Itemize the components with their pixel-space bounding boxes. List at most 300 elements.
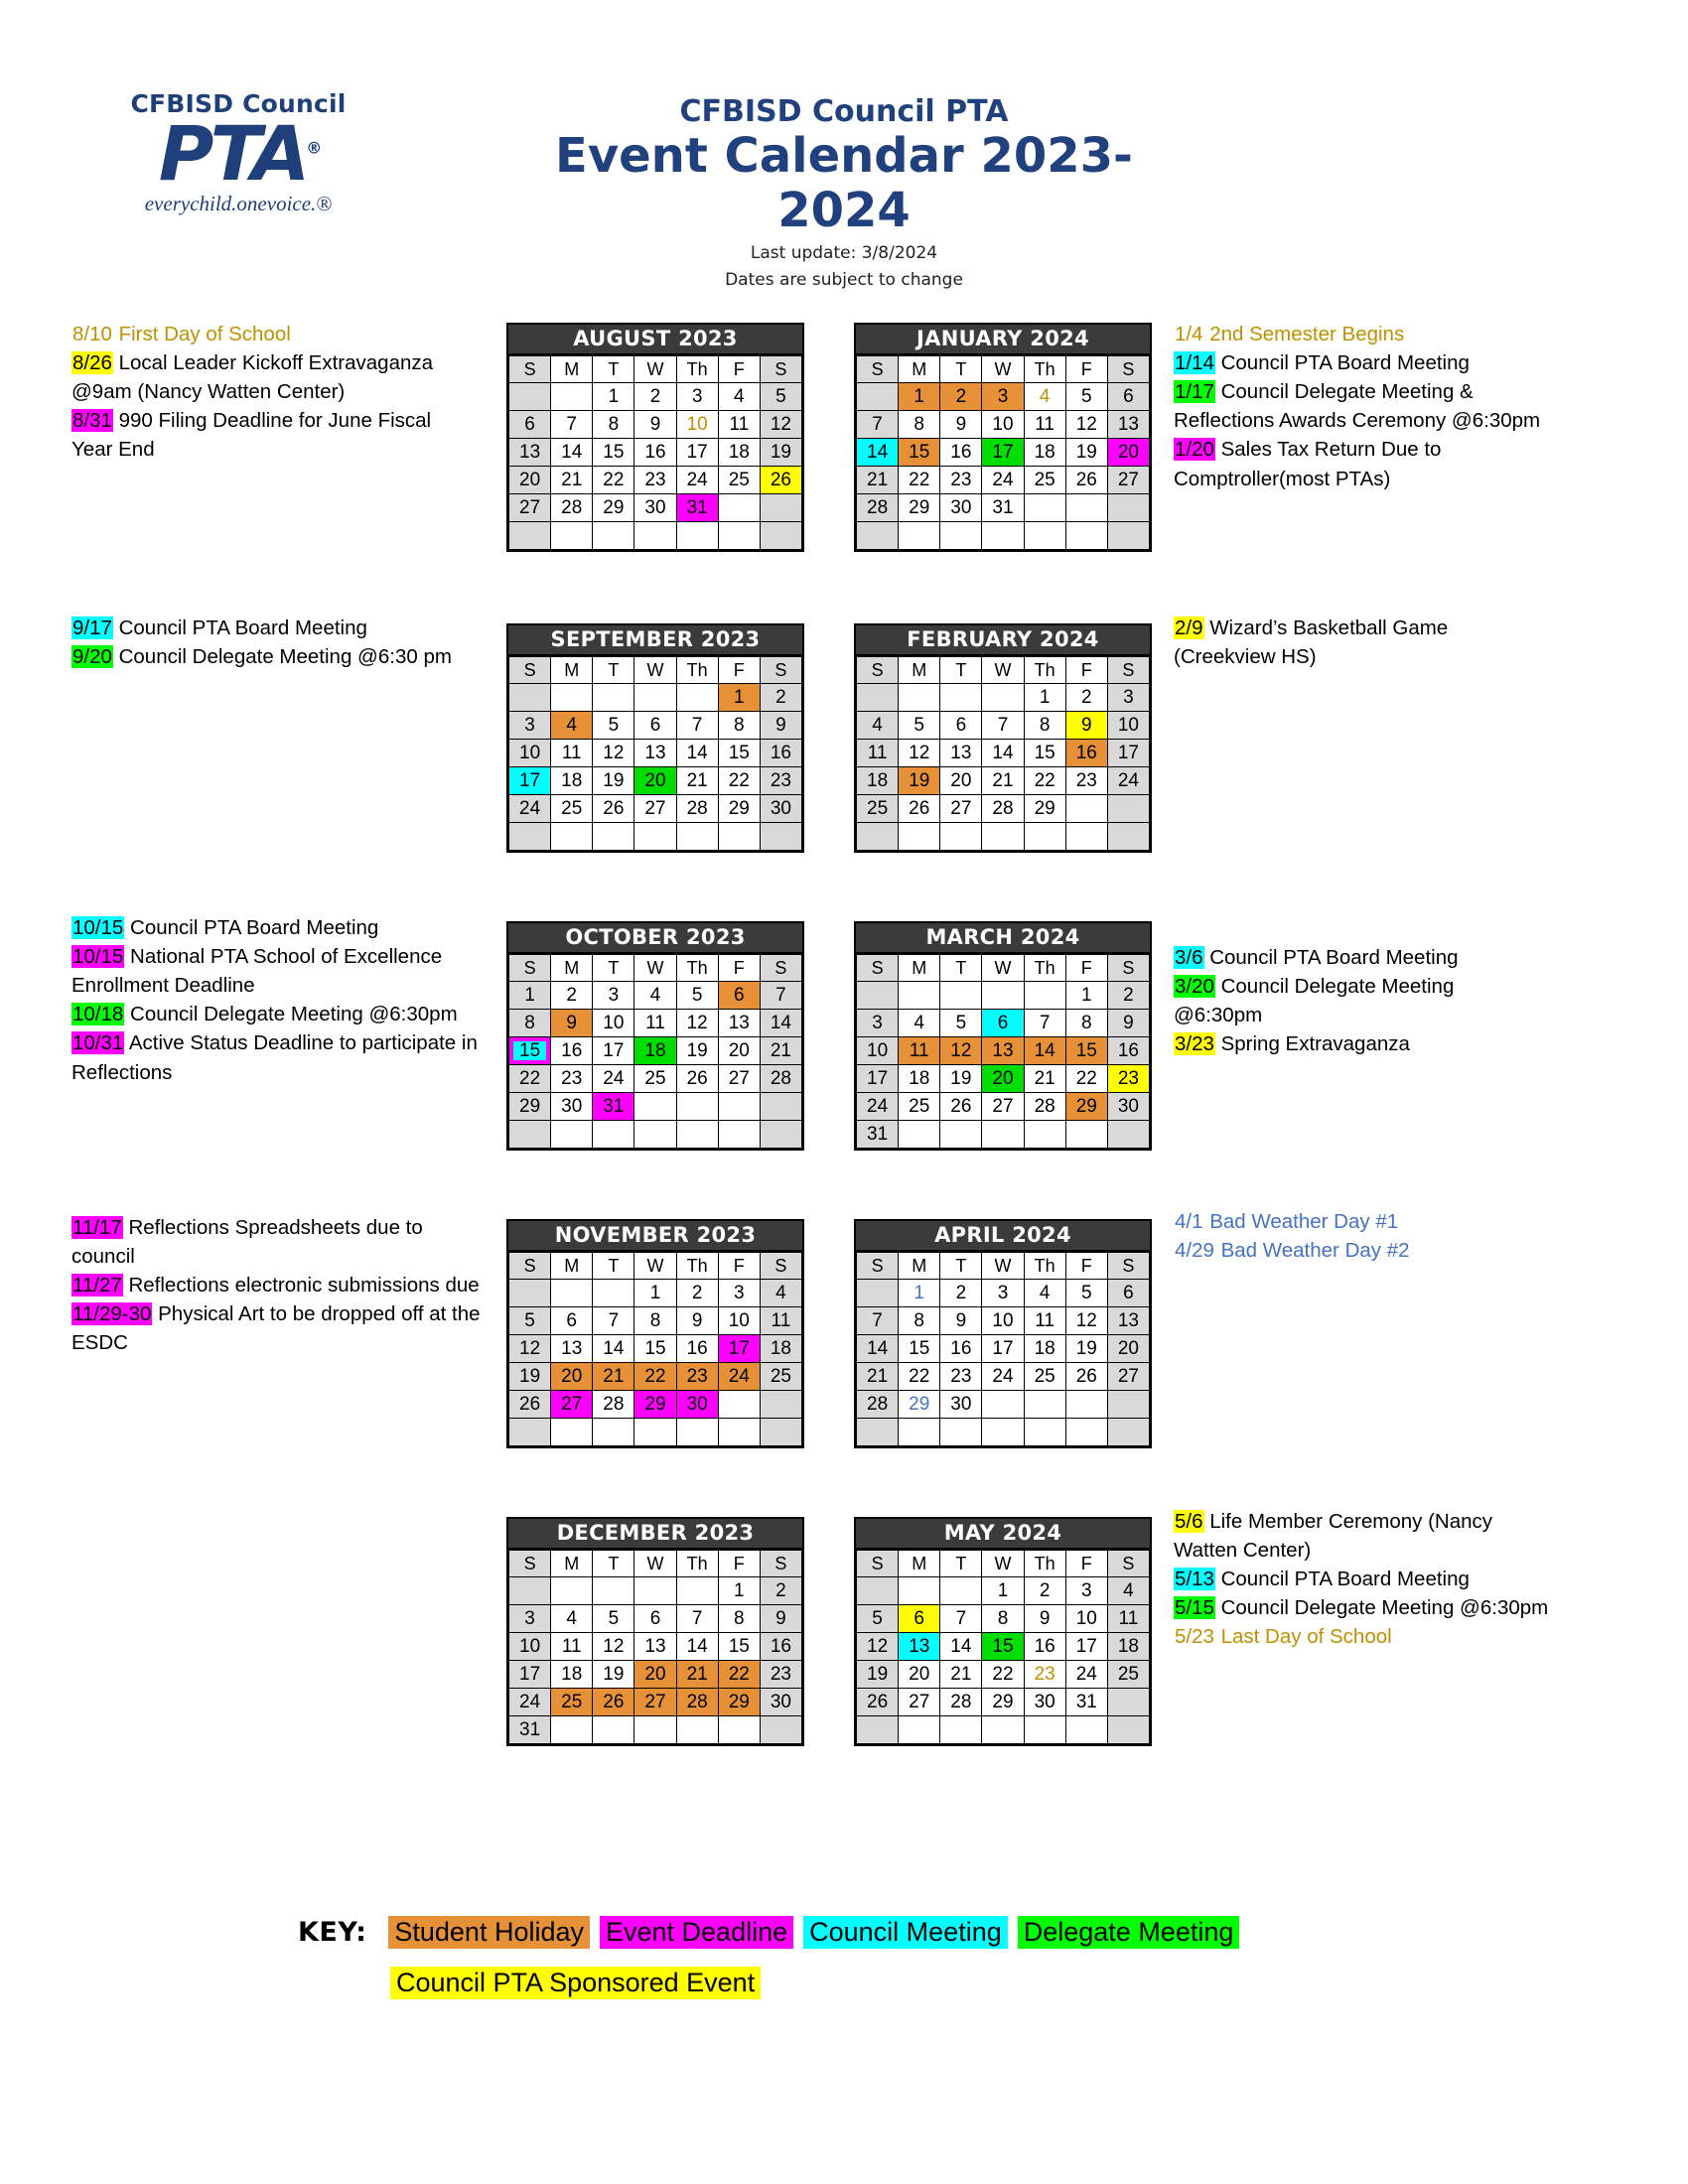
day-cell-1[interactable]: 1 bbox=[899, 383, 940, 411]
day-cell-27[interactable]: 27 bbox=[982, 1093, 1024, 1121]
day-cell-30[interactable]: 30 bbox=[940, 494, 982, 522]
day-cell-15[interactable]: 15 bbox=[899, 1335, 940, 1363]
day-cell-26[interactable]: 26 bbox=[676, 1065, 718, 1093]
day-cell-28[interactable]: 28 bbox=[551, 494, 593, 522]
day-cell-5[interactable]: 5 bbox=[676, 982, 718, 1010]
day-cell-14[interactable]: 14 bbox=[857, 1335, 899, 1363]
day-cell-26[interactable]: 26 bbox=[760, 467, 801, 494]
day-cell-30[interactable]: 30 bbox=[551, 1093, 593, 1121]
day-cell-13[interactable]: 13 bbox=[1107, 1307, 1149, 1335]
day-cell-26[interactable]: 26 bbox=[593, 795, 634, 823]
day-cell-10[interactable]: 10 bbox=[857, 1037, 899, 1065]
day-cell-28[interactable]: 28 bbox=[857, 1391, 899, 1419]
day-cell-7[interactable]: 7 bbox=[982, 712, 1024, 740]
day-cell-13[interactable]: 13 bbox=[634, 740, 676, 767]
day-cell-10[interactable]: 10 bbox=[676, 411, 718, 439]
day-cell-29[interactable]: 29 bbox=[982, 1689, 1024, 1716]
day-cell-16[interactable]: 16 bbox=[940, 439, 982, 467]
day-cell-21[interactable]: 21 bbox=[982, 767, 1024, 795]
day-cell-22[interactable]: 22 bbox=[899, 1363, 940, 1391]
day-cell-23[interactable]: 23 bbox=[1107, 1065, 1149, 1093]
day-cell-8[interactable]: 8 bbox=[718, 1605, 760, 1633]
day-cell-12[interactable]: 12 bbox=[940, 1037, 982, 1065]
day-cell-8[interactable]: 8 bbox=[1024, 712, 1065, 740]
day-cell-1[interactable]: 1 bbox=[718, 684, 760, 712]
day-cell-22[interactable]: 22 bbox=[982, 1661, 1024, 1689]
day-cell-30[interactable]: 30 bbox=[760, 1689, 801, 1716]
day-cell-17[interactable]: 17 bbox=[982, 1335, 1024, 1363]
day-cell-20[interactable]: 20 bbox=[940, 767, 982, 795]
day-cell-3[interactable]: 3 bbox=[1107, 684, 1149, 712]
day-cell-5[interactable]: 5 bbox=[593, 712, 634, 740]
day-cell-15[interactable]: 15 bbox=[634, 1335, 676, 1363]
day-cell-3[interactable]: 3 bbox=[1065, 1577, 1107, 1605]
day-cell-29[interactable]: 29 bbox=[899, 494, 940, 522]
day-cell-14[interactable]: 14 bbox=[760, 1010, 801, 1037]
day-cell-1[interactable]: 1 bbox=[634, 1280, 676, 1307]
day-cell-17[interactable]: 17 bbox=[982, 439, 1024, 467]
day-cell-13[interactable]: 13 bbox=[940, 740, 982, 767]
day-cell-31[interactable]: 31 bbox=[509, 1716, 551, 1744]
day-cell-22[interactable]: 22 bbox=[593, 467, 634, 494]
day-cell-31[interactable]: 31 bbox=[857, 1121, 899, 1149]
day-cell-11[interactable]: 11 bbox=[718, 411, 760, 439]
day-cell-10[interactable]: 10 bbox=[718, 1307, 760, 1335]
day-cell-28[interactable]: 28 bbox=[676, 795, 718, 823]
day-cell-29[interactable]: 29 bbox=[634, 1391, 676, 1419]
day-cell-4[interactable]: 4 bbox=[1024, 383, 1065, 411]
day-cell-19[interactable]: 19 bbox=[899, 767, 940, 795]
day-cell-25[interactable]: 25 bbox=[634, 1065, 676, 1093]
day-cell-3[interactable]: 3 bbox=[982, 383, 1024, 411]
day-cell-13[interactable]: 13 bbox=[982, 1037, 1024, 1065]
day-cell-14[interactable]: 14 bbox=[857, 439, 899, 467]
day-cell-19[interactable]: 19 bbox=[1065, 439, 1107, 467]
day-cell-4[interactable]: 4 bbox=[718, 383, 760, 411]
day-cell-6[interactable]: 6 bbox=[982, 1010, 1024, 1037]
day-cell-6[interactable]: 6 bbox=[634, 1605, 676, 1633]
day-cell-24[interactable]: 24 bbox=[718, 1363, 760, 1391]
day-cell-29[interactable]: 29 bbox=[718, 1689, 760, 1716]
day-cell-21[interactable]: 21 bbox=[1024, 1065, 1065, 1093]
day-cell-11[interactable]: 11 bbox=[551, 740, 593, 767]
day-cell-19[interactable]: 19 bbox=[676, 1037, 718, 1065]
day-cell-17[interactable]: 17 bbox=[857, 1065, 899, 1093]
day-cell-25[interactable]: 25 bbox=[857, 795, 899, 823]
day-cell-12[interactable]: 12 bbox=[1065, 1307, 1107, 1335]
day-cell-1[interactable]: 1 bbox=[509, 982, 551, 1010]
day-cell-16[interactable]: 16 bbox=[1024, 1633, 1065, 1661]
day-cell-31[interactable]: 31 bbox=[593, 1093, 634, 1121]
day-cell-2[interactable]: 2 bbox=[940, 1280, 982, 1307]
day-cell-18[interactable]: 18 bbox=[1024, 439, 1065, 467]
day-cell-6[interactable]: 6 bbox=[718, 982, 760, 1010]
day-cell-11[interactable]: 11 bbox=[857, 740, 899, 767]
day-cell-8[interactable]: 8 bbox=[1065, 1010, 1107, 1037]
day-cell-6[interactable]: 6 bbox=[634, 712, 676, 740]
day-cell-30[interactable]: 30 bbox=[940, 1391, 982, 1419]
day-cell-7[interactable]: 7 bbox=[593, 1307, 634, 1335]
day-cell-13[interactable]: 13 bbox=[509, 439, 551, 467]
day-cell-11[interactable]: 11 bbox=[634, 1010, 676, 1037]
day-cell-15[interactable]: 15 bbox=[899, 439, 940, 467]
day-cell-24[interactable]: 24 bbox=[676, 467, 718, 494]
day-cell-27[interactable]: 27 bbox=[634, 795, 676, 823]
day-cell-18[interactable]: 18 bbox=[634, 1037, 676, 1065]
day-cell-14[interactable]: 14 bbox=[940, 1633, 982, 1661]
day-cell-27[interactable]: 27 bbox=[718, 1065, 760, 1093]
day-cell-20[interactable]: 20 bbox=[899, 1661, 940, 1689]
day-cell-19[interactable]: 19 bbox=[593, 767, 634, 795]
day-cell-21[interactable]: 21 bbox=[676, 1661, 718, 1689]
day-cell-9[interactable]: 9 bbox=[940, 1307, 982, 1335]
day-cell-20[interactable]: 20 bbox=[982, 1065, 1024, 1093]
day-cell-10[interactable]: 10 bbox=[509, 740, 551, 767]
day-cell-3[interactable]: 3 bbox=[509, 712, 551, 740]
day-cell-16[interactable]: 16 bbox=[760, 740, 801, 767]
day-cell-8[interactable]: 8 bbox=[509, 1010, 551, 1037]
day-cell-8[interactable]: 8 bbox=[593, 411, 634, 439]
day-cell-11[interactable]: 11 bbox=[899, 1037, 940, 1065]
day-cell-8[interactable]: 8 bbox=[634, 1307, 676, 1335]
day-cell-25[interactable]: 25 bbox=[1107, 1661, 1149, 1689]
day-cell-20[interactable]: 20 bbox=[634, 767, 676, 795]
day-cell-2[interactable]: 2 bbox=[760, 684, 801, 712]
day-cell-4[interactable]: 4 bbox=[551, 1605, 593, 1633]
day-cell-24[interactable]: 24 bbox=[593, 1065, 634, 1093]
day-cell-2[interactable]: 2 bbox=[676, 1280, 718, 1307]
day-cell-27[interactable]: 27 bbox=[940, 795, 982, 823]
day-cell-5[interactable]: 5 bbox=[940, 1010, 982, 1037]
day-cell-3[interactable]: 3 bbox=[718, 1280, 760, 1307]
day-cell-4[interactable]: 4 bbox=[760, 1280, 801, 1307]
day-cell-24[interactable]: 24 bbox=[982, 467, 1024, 494]
day-cell-12[interactable]: 12 bbox=[593, 1633, 634, 1661]
day-cell-27[interactable]: 27 bbox=[899, 1689, 940, 1716]
day-cell-8[interactable]: 8 bbox=[982, 1605, 1024, 1633]
day-cell-26[interactable]: 26 bbox=[857, 1689, 899, 1716]
day-cell-7[interactable]: 7 bbox=[676, 712, 718, 740]
day-cell-18[interactable]: 18 bbox=[857, 767, 899, 795]
day-cell-27[interactable]: 27 bbox=[1107, 1363, 1149, 1391]
day-cell-28[interactable]: 28 bbox=[676, 1689, 718, 1716]
day-cell-16[interactable]: 16 bbox=[676, 1335, 718, 1363]
day-cell-18[interactable]: 18 bbox=[551, 1661, 593, 1689]
day-cell-5[interactable]: 5 bbox=[857, 1605, 899, 1633]
day-cell-26[interactable]: 26 bbox=[940, 1093, 982, 1121]
day-cell-26[interactable]: 26 bbox=[509, 1391, 551, 1419]
day-cell-13[interactable]: 13 bbox=[899, 1633, 940, 1661]
day-cell-3[interactable]: 3 bbox=[676, 383, 718, 411]
day-cell-27[interactable]: 27 bbox=[509, 494, 551, 522]
day-cell-16[interactable]: 16 bbox=[1065, 740, 1107, 767]
day-cell-22[interactable]: 22 bbox=[718, 767, 760, 795]
day-cell-14[interactable]: 14 bbox=[676, 740, 718, 767]
day-cell-7[interactable]: 7 bbox=[551, 411, 593, 439]
day-cell-16[interactable]: 16 bbox=[760, 1633, 801, 1661]
day-cell-28[interactable]: 28 bbox=[760, 1065, 801, 1093]
day-cell-21[interactable]: 21 bbox=[551, 467, 593, 494]
day-cell-18[interactable]: 18 bbox=[1024, 1335, 1065, 1363]
day-cell-31[interactable]: 31 bbox=[982, 494, 1024, 522]
day-cell-3[interactable]: 3 bbox=[593, 982, 634, 1010]
day-cell-4[interactable]: 4 bbox=[1024, 1280, 1065, 1307]
day-cell-15[interactable]: 15 bbox=[593, 439, 634, 467]
day-cell-20[interactable]: 20 bbox=[1107, 1335, 1149, 1363]
day-cell-23[interactable]: 23 bbox=[634, 467, 676, 494]
day-cell-10[interactable]: 10 bbox=[982, 411, 1024, 439]
day-cell-23[interactable]: 23 bbox=[940, 1363, 982, 1391]
day-cell-29[interactable]: 29 bbox=[1065, 1093, 1107, 1121]
day-cell-28[interactable]: 28 bbox=[1024, 1093, 1065, 1121]
day-cell-25[interactable]: 25 bbox=[718, 467, 760, 494]
day-cell-6[interactable]: 6 bbox=[1107, 1280, 1149, 1307]
day-cell-12[interactable]: 12 bbox=[760, 411, 801, 439]
day-cell-9[interactable]: 9 bbox=[634, 411, 676, 439]
day-cell-27[interactable]: 27 bbox=[1107, 467, 1149, 494]
day-cell-12[interactable]: 12 bbox=[857, 1633, 899, 1661]
day-cell-7[interactable]: 7 bbox=[676, 1605, 718, 1633]
day-cell-11[interactable]: 11 bbox=[1024, 411, 1065, 439]
day-cell-10[interactable]: 10 bbox=[1107, 712, 1149, 740]
day-cell-5[interactable]: 5 bbox=[593, 1605, 634, 1633]
day-cell-29[interactable]: 29 bbox=[1024, 795, 1065, 823]
day-cell-27[interactable]: 27 bbox=[634, 1689, 676, 1716]
day-cell-5[interactable]: 5 bbox=[1065, 1280, 1107, 1307]
day-cell-21[interactable]: 21 bbox=[676, 767, 718, 795]
day-cell-15[interactable]: 15 bbox=[509, 1037, 551, 1065]
day-cell-15[interactable]: 15 bbox=[718, 740, 760, 767]
day-cell-15[interactable]: 15 bbox=[1024, 740, 1065, 767]
day-cell-18[interactable]: 18 bbox=[1107, 1633, 1149, 1661]
day-cell-4[interactable]: 4 bbox=[551, 712, 593, 740]
day-cell-2[interactable]: 2 bbox=[1065, 684, 1107, 712]
day-cell-18[interactable]: 18 bbox=[760, 1335, 801, 1363]
day-cell-24[interactable]: 24 bbox=[857, 1093, 899, 1121]
day-cell-16[interactable]: 16 bbox=[551, 1037, 593, 1065]
day-cell-25[interactable]: 25 bbox=[551, 1689, 593, 1716]
day-cell-30[interactable]: 30 bbox=[760, 795, 801, 823]
day-cell-20[interactable]: 20 bbox=[1107, 439, 1149, 467]
day-cell-30[interactable]: 30 bbox=[676, 1391, 718, 1419]
day-cell-7[interactable]: 7 bbox=[1024, 1010, 1065, 1037]
day-cell-20[interactable]: 20 bbox=[551, 1363, 593, 1391]
day-cell-7[interactable]: 7 bbox=[760, 982, 801, 1010]
day-cell-21[interactable]: 21 bbox=[760, 1037, 801, 1065]
day-cell-13[interactable]: 13 bbox=[551, 1335, 593, 1363]
day-cell-9[interactable]: 9 bbox=[760, 1605, 801, 1633]
day-cell-9[interactable]: 9 bbox=[1024, 1605, 1065, 1633]
day-cell-14[interactable]: 14 bbox=[551, 439, 593, 467]
day-cell-27[interactable]: 27 bbox=[551, 1391, 593, 1419]
day-cell-26[interactable]: 26 bbox=[593, 1689, 634, 1716]
day-cell-19[interactable]: 19 bbox=[509, 1363, 551, 1391]
day-cell-2[interactable]: 2 bbox=[551, 982, 593, 1010]
day-cell-22[interactable]: 22 bbox=[899, 467, 940, 494]
day-cell-30[interactable]: 30 bbox=[1024, 1689, 1065, 1716]
day-cell-9[interactable]: 9 bbox=[551, 1010, 593, 1037]
day-cell-28[interactable]: 28 bbox=[940, 1689, 982, 1716]
day-cell-6[interactable]: 6 bbox=[1107, 383, 1149, 411]
day-cell-24[interactable]: 24 bbox=[1065, 1661, 1107, 1689]
day-cell-9[interactable]: 9 bbox=[676, 1307, 718, 1335]
day-cell-17[interactable]: 17 bbox=[718, 1335, 760, 1363]
day-cell-9[interactable]: 9 bbox=[1107, 1010, 1149, 1037]
day-cell-9[interactable]: 9 bbox=[1065, 712, 1107, 740]
day-cell-16[interactable]: 16 bbox=[1107, 1037, 1149, 1065]
day-cell-1[interactable]: 1 bbox=[718, 1577, 760, 1605]
day-cell-8[interactable]: 8 bbox=[899, 411, 940, 439]
day-cell-12[interactable]: 12 bbox=[593, 740, 634, 767]
day-cell-25[interactable]: 25 bbox=[1024, 467, 1065, 494]
day-cell-3[interactable]: 3 bbox=[509, 1605, 551, 1633]
day-cell-23[interactable]: 23 bbox=[1024, 1661, 1065, 1689]
day-cell-30[interactable]: 30 bbox=[1107, 1093, 1149, 1121]
day-cell-4[interactable]: 4 bbox=[634, 982, 676, 1010]
day-cell-3[interactable]: 3 bbox=[857, 1010, 899, 1037]
day-cell-15[interactable]: 15 bbox=[1065, 1037, 1107, 1065]
day-cell-29[interactable]: 29 bbox=[899, 1391, 940, 1419]
day-cell-22[interactable]: 22 bbox=[634, 1363, 676, 1391]
day-cell-20[interactable]: 20 bbox=[634, 1661, 676, 1689]
day-cell-30[interactable]: 30 bbox=[634, 494, 676, 522]
day-cell-17[interactable]: 17 bbox=[593, 1037, 634, 1065]
day-cell-17[interactable]: 17 bbox=[1065, 1633, 1107, 1661]
day-cell-4[interactable]: 4 bbox=[857, 712, 899, 740]
day-cell-14[interactable]: 14 bbox=[676, 1633, 718, 1661]
day-cell-18[interactable]: 18 bbox=[899, 1065, 940, 1093]
day-cell-28[interactable]: 28 bbox=[982, 795, 1024, 823]
day-cell-11[interactable]: 11 bbox=[1107, 1605, 1149, 1633]
day-cell-22[interactable]: 22 bbox=[1024, 767, 1065, 795]
day-cell-20[interactable]: 20 bbox=[718, 1037, 760, 1065]
day-cell-15[interactable]: 15 bbox=[718, 1633, 760, 1661]
day-cell-25[interactable]: 25 bbox=[760, 1363, 801, 1391]
day-cell-28[interactable]: 28 bbox=[857, 494, 899, 522]
day-cell-26[interactable]: 26 bbox=[1065, 467, 1107, 494]
day-cell-16[interactable]: 16 bbox=[634, 439, 676, 467]
day-cell-29[interactable]: 29 bbox=[718, 795, 760, 823]
day-cell-17[interactable]: 17 bbox=[1107, 740, 1149, 767]
day-cell-6[interactable]: 6 bbox=[940, 712, 982, 740]
day-cell-5[interactable]: 5 bbox=[509, 1307, 551, 1335]
day-cell-13[interactable]: 13 bbox=[718, 1010, 760, 1037]
day-cell-3[interactable]: 3 bbox=[982, 1280, 1024, 1307]
day-cell-14[interactable]: 14 bbox=[982, 740, 1024, 767]
day-cell-2[interactable]: 2 bbox=[1107, 982, 1149, 1010]
day-cell-1[interactable]: 1 bbox=[1065, 982, 1107, 1010]
day-cell-18[interactable]: 18 bbox=[718, 439, 760, 467]
day-cell-1[interactable]: 1 bbox=[982, 1577, 1024, 1605]
day-cell-28[interactable]: 28 bbox=[593, 1391, 634, 1419]
day-cell-4[interactable]: 4 bbox=[899, 1010, 940, 1037]
day-cell-19[interactable]: 19 bbox=[857, 1661, 899, 1689]
day-cell-5[interactable]: 5 bbox=[760, 383, 801, 411]
day-cell-19[interactable]: 19 bbox=[760, 439, 801, 467]
day-cell-7[interactable]: 7 bbox=[940, 1605, 982, 1633]
day-cell-26[interactable]: 26 bbox=[899, 795, 940, 823]
day-cell-21[interactable]: 21 bbox=[593, 1363, 634, 1391]
day-cell-23[interactable]: 23 bbox=[760, 767, 801, 795]
day-cell-5[interactable]: 5 bbox=[1065, 383, 1107, 411]
day-cell-1[interactable]: 1 bbox=[1024, 684, 1065, 712]
day-cell-2[interactable]: 2 bbox=[1024, 1577, 1065, 1605]
day-cell-22[interactable]: 22 bbox=[1065, 1065, 1107, 1093]
day-cell-23[interactable]: 23 bbox=[676, 1363, 718, 1391]
day-cell-22[interactable]: 22 bbox=[509, 1065, 551, 1093]
day-cell-2[interactable]: 2 bbox=[940, 383, 982, 411]
day-cell-7[interactable]: 7 bbox=[857, 411, 899, 439]
day-cell-6[interactable]: 6 bbox=[509, 411, 551, 439]
day-cell-12[interactable]: 12 bbox=[509, 1335, 551, 1363]
day-cell-9[interactable]: 9 bbox=[760, 712, 801, 740]
day-cell-24[interactable]: 24 bbox=[509, 1689, 551, 1716]
day-cell-10[interactable]: 10 bbox=[509, 1633, 551, 1661]
day-cell-14[interactable]: 14 bbox=[593, 1335, 634, 1363]
day-cell-19[interactable]: 19 bbox=[593, 1661, 634, 1689]
day-cell-19[interactable]: 19 bbox=[940, 1065, 982, 1093]
day-cell-21[interactable]: 21 bbox=[857, 1363, 899, 1391]
day-cell-12[interactable]: 12 bbox=[1065, 411, 1107, 439]
day-cell-13[interactable]: 13 bbox=[634, 1633, 676, 1661]
day-cell-13[interactable]: 13 bbox=[1107, 411, 1149, 439]
day-cell-10[interactable]: 10 bbox=[593, 1010, 634, 1037]
day-cell-17[interactable]: 17 bbox=[676, 439, 718, 467]
day-cell-26[interactable]: 26 bbox=[1065, 1363, 1107, 1391]
day-cell-6[interactable]: 6 bbox=[551, 1307, 593, 1335]
day-cell-22[interactable]: 22 bbox=[718, 1661, 760, 1689]
day-cell-8[interactable]: 8 bbox=[899, 1307, 940, 1335]
day-cell-20[interactable]: 20 bbox=[509, 467, 551, 494]
day-cell-9[interactable]: 9 bbox=[940, 411, 982, 439]
day-cell-29[interactable]: 29 bbox=[593, 494, 634, 522]
day-cell-10[interactable]: 10 bbox=[982, 1307, 1024, 1335]
day-cell-11[interactable]: 11 bbox=[551, 1633, 593, 1661]
day-cell-11[interactable]: 11 bbox=[760, 1307, 801, 1335]
day-cell-31[interactable]: 31 bbox=[1065, 1689, 1107, 1716]
day-cell-24[interactable]: 24 bbox=[982, 1363, 1024, 1391]
day-cell-1[interactable]: 1 bbox=[593, 383, 634, 411]
day-cell-24[interactable]: 24 bbox=[509, 795, 551, 823]
day-cell-17[interactable]: 17 bbox=[509, 767, 551, 795]
day-cell-12[interactable]: 12 bbox=[676, 1010, 718, 1037]
day-cell-2[interactable]: 2 bbox=[760, 1577, 801, 1605]
day-cell-23[interactable]: 23 bbox=[1065, 767, 1107, 795]
day-cell-14[interactable]: 14 bbox=[1024, 1037, 1065, 1065]
day-cell-21[interactable]: 21 bbox=[857, 467, 899, 494]
day-cell-4[interactable]: 4 bbox=[1107, 1577, 1149, 1605]
day-cell-17[interactable]: 17 bbox=[509, 1661, 551, 1689]
day-cell-2[interactable]: 2 bbox=[634, 383, 676, 411]
day-cell-15[interactable]: 15 bbox=[982, 1633, 1024, 1661]
day-cell-23[interactable]: 23 bbox=[760, 1661, 801, 1689]
day-cell-7[interactable]: 7 bbox=[857, 1307, 899, 1335]
day-cell-19[interactable]: 19 bbox=[1065, 1335, 1107, 1363]
day-cell-1[interactable]: 1 bbox=[899, 1280, 940, 1307]
day-cell-24[interactable]: 24 bbox=[1107, 767, 1149, 795]
day-cell-10[interactable]: 10 bbox=[1065, 1605, 1107, 1633]
day-cell-11[interactable]: 11 bbox=[1024, 1307, 1065, 1335]
day-cell-21[interactable]: 21 bbox=[940, 1661, 982, 1689]
day-cell-5[interactable]: 5 bbox=[899, 712, 940, 740]
day-cell-25[interactable]: 25 bbox=[551, 795, 593, 823]
day-cell-25[interactable]: 25 bbox=[1024, 1363, 1065, 1391]
day-cell-25[interactable]: 25 bbox=[899, 1093, 940, 1121]
day-cell-18[interactable]: 18 bbox=[551, 767, 593, 795]
day-cell-8[interactable]: 8 bbox=[718, 712, 760, 740]
day-cell-29[interactable]: 29 bbox=[509, 1093, 551, 1121]
day-cell-12[interactable]: 12 bbox=[899, 740, 940, 767]
